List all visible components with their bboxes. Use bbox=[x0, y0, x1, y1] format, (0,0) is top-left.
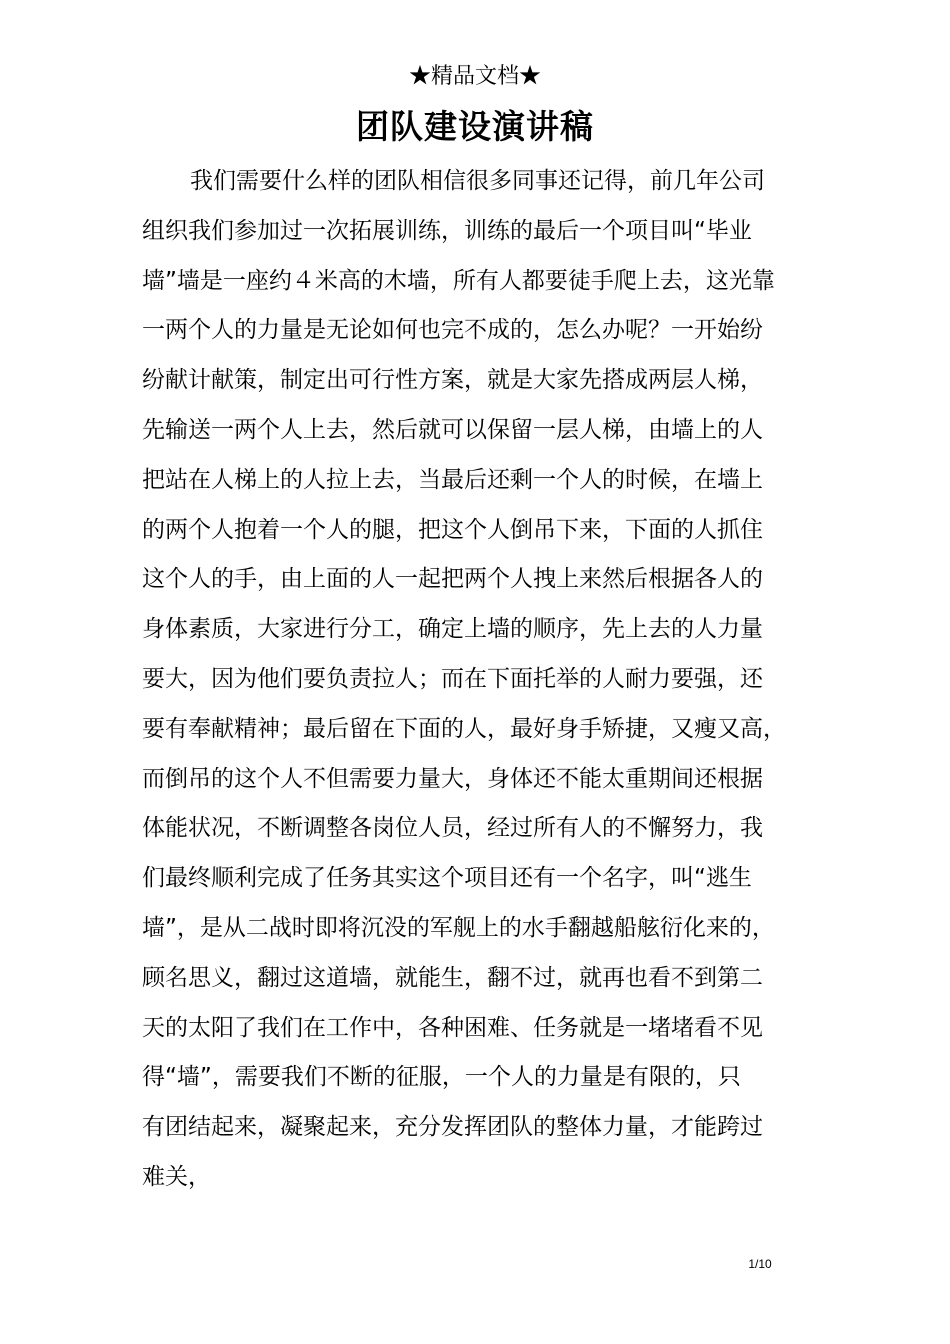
paragraph-line: 们最终顺利完成了任务其实这个项目还有一个名字，叫“逃生 bbox=[142, 865, 752, 892]
header-mark: ★精品文档★ bbox=[408, 64, 541, 89]
paragraph-line: 体能状况，不断调整各岗位人员，经过所有人的不懈努力，我 bbox=[142, 815, 763, 842]
paragraph-line: 的两个人抱着一个人的腿，把这个人倒吊下来，下面的人抓住 bbox=[142, 516, 763, 543]
paragraph-line: 组织我们参加过一次拓展训练，训练的最后一个项目叫“毕业 bbox=[142, 217, 752, 244]
paragraph-line: 先输送一两个人上去，然后就可以保留一层人梯，由墙上的人 bbox=[142, 416, 763, 443]
paragraph-line: 难关， bbox=[142, 1163, 211, 1190]
body-paragraph bbox=[142, 157, 832, 1203]
paragraph-line: 把站在人梯上的人拉上去，当最后还剩一个人的时候，在墙上 bbox=[142, 466, 763, 493]
paragraph-line: 天的太阳了我们在工作中，各种困难、任务就是一堵堵看不见 bbox=[142, 1014, 763, 1041]
paragraph-line: 身体素质，大家进行分工，确定上墙的顺序，先上去的人力量 bbox=[142, 616, 763, 643]
paragraph-line: 我们需要什么样的团队相信很多同事还记得，前几年公司 bbox=[190, 168, 765, 194]
paragraph-line: 得“墙”，需要我们不断的征服，一个人的力量是有限的，只 bbox=[142, 1064, 741, 1091]
document-title: 团队建设演讲稿 bbox=[356, 107, 594, 146]
paragraph-line: 墙”，是从二战时即将沉没的军舰上的水手翻越船舷衍化来的， bbox=[142, 914, 775, 941]
paragraph-line: 要有奉献精神；最后留在下面的人，最好身手矫捷，又瘦又高， bbox=[142, 715, 786, 742]
paragraph-line: 墙”墙是一座约４米高的木墙，所有人都要徒手爬上去，这光靠 bbox=[142, 267, 775, 294]
paragraph-line: 而倒吊的这个人不但需要力量大，身体还不能太重期间还根据 bbox=[142, 765, 763, 792]
page-number: 1/10 bbox=[748, 1257, 772, 1271]
paragraph-line: 纷献计献策，制定出可行性方案，就是大家先搭成两层人梯， bbox=[142, 367, 763, 394]
paragraph-line: 顾名思义，翻过这道墙，就能生，翻不过，就再也看不到第二 bbox=[142, 964, 763, 991]
paragraph-line: 有团结起来，凝聚起来，充分发挥团队的整体力量，才能跨过 bbox=[142, 1114, 763, 1141]
paragraph-line: 这个人的手，由上面的人一起把两个人拽上来然后根据各人的 bbox=[142, 566, 763, 593]
paragraph-line: 要大，因为他们要负责拉人；而在下面托举的人耐力要强，还 bbox=[142, 665, 763, 692]
paragraph-line: 一两个人的力量是无论如何也完不成的，怎么办呢？一开始纷 bbox=[142, 317, 763, 344]
